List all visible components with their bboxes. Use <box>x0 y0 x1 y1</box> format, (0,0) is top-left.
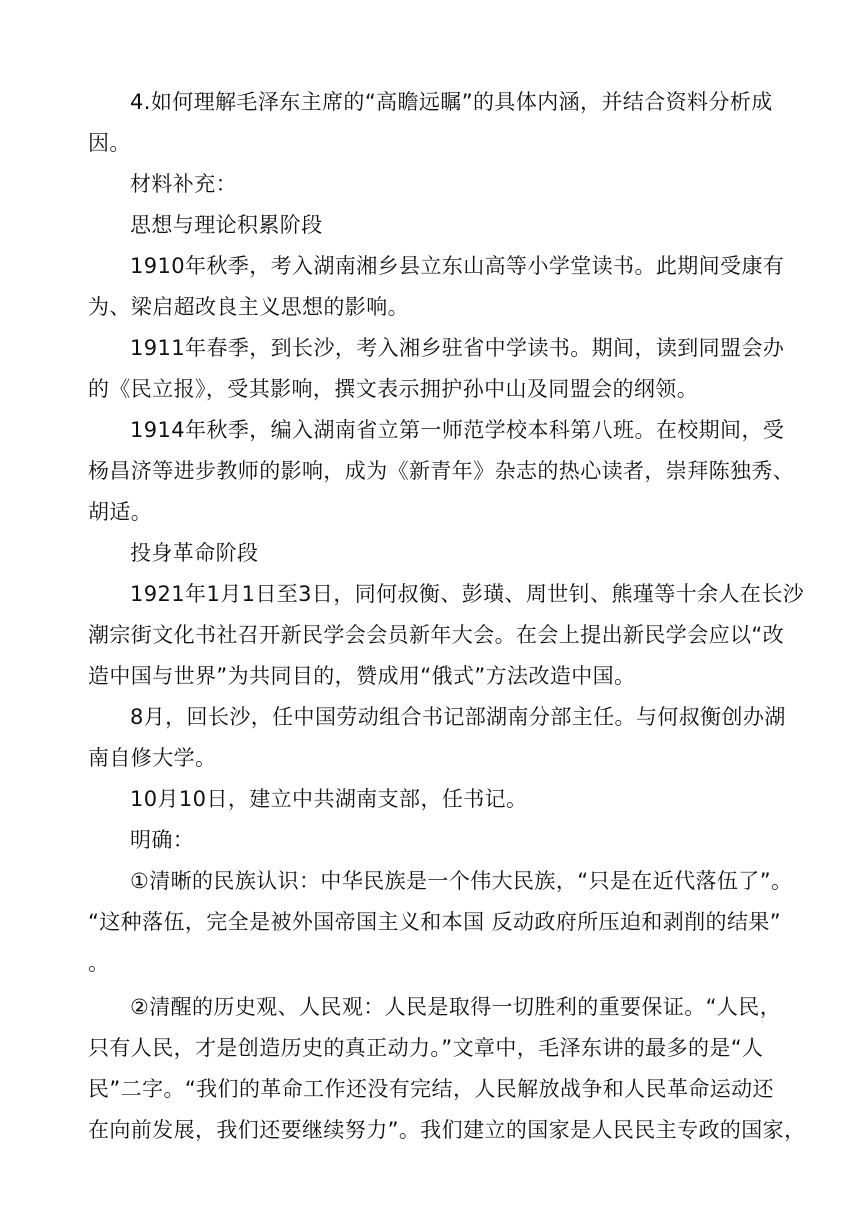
paragraph-line: 。 <box>88 951 110 975</box>
section-heading-thought: 思想与理论积累阶段 <box>130 213 323 237</box>
paragraph-line: 胡适。 <box>88 500 153 524</box>
paragraph-line: 为、梁启超改良主义思想的影响。 <box>88 295 409 319</box>
paragraph-line: 1911年春季，到长沙，考入湘乡驻省中学读书。期间，读到同盟会办 <box>130 336 785 360</box>
paragraph-line: 8月，回长沙，任中国劳动组合书记部湖南分部主任。与何叔衡创办湖 <box>130 705 786 729</box>
paragraph-line: ①清晰的民族认识：中华民族是一个伟大民族，“只是在近代落伍了”。 <box>130 869 793 893</box>
paragraph-line: 1914年秋季，编入湖南省立第一师范学校本科第八班。在校期间，受 <box>130 418 785 442</box>
section-heading-revolution: 投身革命阶段 <box>130 541 259 565</box>
paragraph-line: 杨昌济等进步教师的影响，成为《新青年》杂志的热心读者，崇拜陈独秀、 <box>88 459 795 483</box>
paragraph-line: 1910年秋季，考入湖南湘乡县立东山高等小学堂读书。此期间受康有 <box>130 254 785 278</box>
paragraph-line: “这种落伍，完全是被外国帝国主义和本国 反动政府所压迫和剥削的结果” <box>88 910 782 934</box>
paragraph-line: 造中国与世界”为共同目的，赞成用“俄式”方法改造中国。 <box>88 664 636 688</box>
question-line-2: 因。 <box>88 131 131 155</box>
paragraph-line: ②清醒的历史观、人民观：人民是取得一切胜利的重要保证。“人民， <box>130 995 782 1019</box>
paragraph-line: 南自修大学。 <box>88 746 217 770</box>
paragraph-line: 在向前发展，我们还要继续努力”。我们建立的国家是人民民主专政的国家， <box>88 1118 806 1142</box>
paragraph-line: 民”二字。“我们的革命工作还没有完结，人民解放战争和人民革命运动还 <box>88 1077 774 1101</box>
paragraph-line: 的《民立报》，受其影响，撰文表示拥护孙中山及同盟会的纲领。 <box>88 377 699 401</box>
paragraph-line: 只有人民，才是创造历史的真正动力。”文章中，毛泽东讲的最多的是“人 <box>88 1036 764 1060</box>
paragraph-line: 1921年1月1日至3日，同何叔衡、彭璜、周世钊、熊瑾等十余人在长沙 <box>130 582 805 606</box>
question-line-1: 4.如何理解毛泽东主席的“高瞻远瞩”的具体内涵，并结合资料分析成 <box>130 90 773 114</box>
material-heading: 材料补充： <box>130 172 237 196</box>
paragraph-line: 10月10日，建立中共湖南支部，任书记。 <box>130 787 528 811</box>
clarify-heading: 明确： <box>130 828 195 852</box>
paragraph-line: 潮宗街文化书社召开新民学会会员新年大会。在会上提出新民学会应以“改 <box>88 623 785 647</box>
